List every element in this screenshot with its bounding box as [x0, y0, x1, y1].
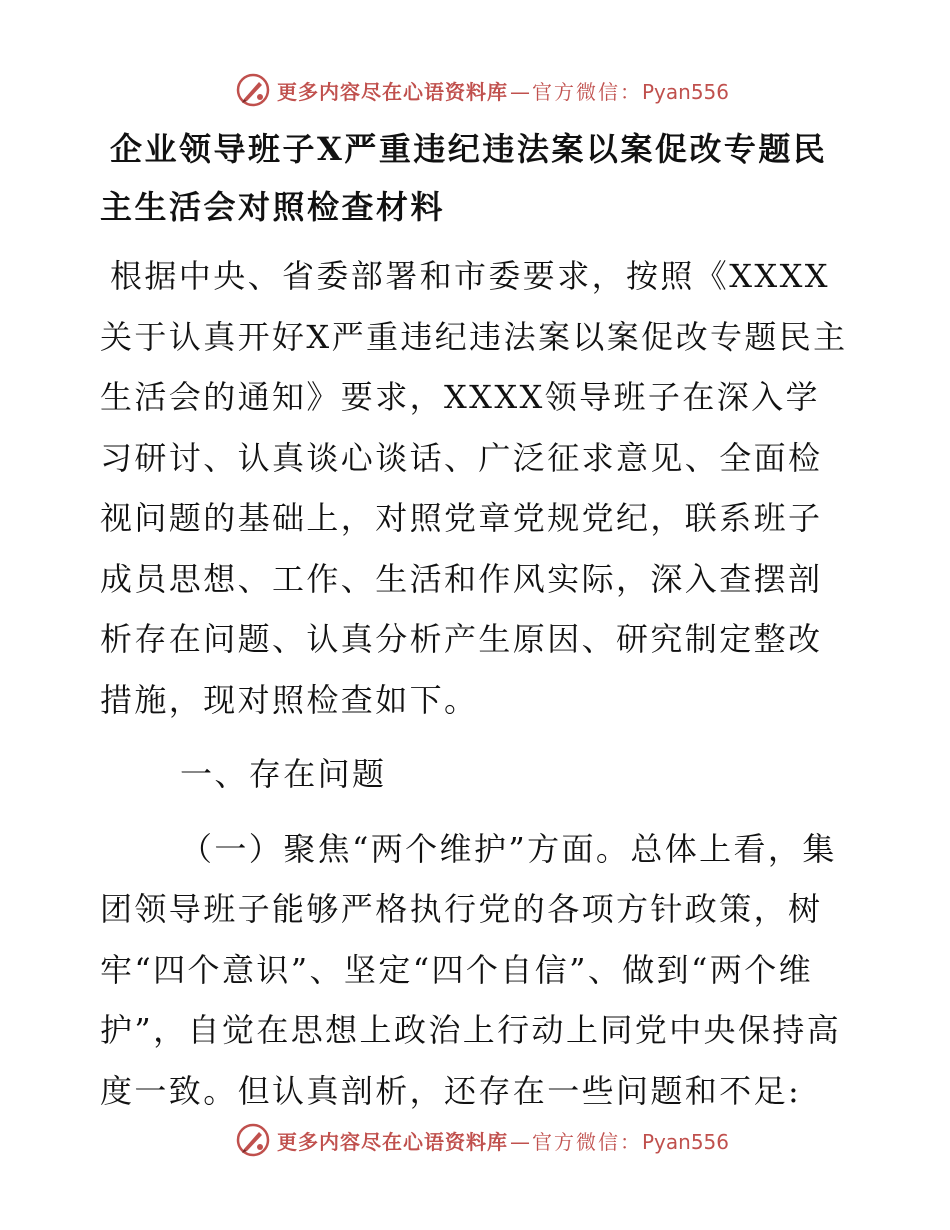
- header-watermark-banner: [235, 70, 729, 110]
- document-title: [100, 118, 850, 236]
- footer-site-text: 更多内容尽在心语资料库: [277, 1129, 508, 1154]
- intro-paragraph: [100, 246, 850, 730]
- pen-logo-icon: [235, 72, 271, 108]
- document-body: [100, 118, 850, 1121]
- header-separator: —: [510, 79, 530, 104]
- section-heading-problems: 一、存在问题: [180, 755, 387, 793]
- intro-paragraph-text: 根据中央、省委部署和市委要求，按照《XXXX关于认真开好X严重违纪违法案以案促改专题民主生活会的通知》要求，XXXX领导班子在深入学习研讨、认真谈心谈话、广泛征求意见、全面检视问题的基础上，对照党章党规党纪，联系班子成员思想、工作、生活和作风实际，深入查摆剖析存在问题、认真分析产生原因、研究制定整改措施，现对照检查如下。: [100, 257, 848, 719]
- pen-logo-icon: [235, 1122, 271, 1158]
- header-wechat-id: Pyan556: [642, 79, 730, 104]
- header-wechat-label: 官方微信：: [532, 79, 642, 104]
- document-title-text: 企业领导班子X严重违纪违法案以案促改专题民主生活会对照检查材料: [100, 130, 828, 226]
- footer-wechat-label: 官方微信：: [532, 1129, 642, 1154]
- header-banner-text: [277, 76, 729, 105]
- footer-watermark-banner: [235, 1120, 729, 1160]
- footer-wechat-id: Pyan556: [642, 1129, 730, 1154]
- sub-section-paragraph: （一）聚焦“两个维护”方面。总体上看，集团领导班子能够严格执行党的各项方针政策，树牢“四个意识”、坚定“四个自信”、做到“两个维护”，自觉在思想上政治上行动上同党中央保持高度一致。但认真剖析，还存在一些问题和不足:: [100, 829, 842, 1110]
- header-site-text: 更多内容尽在心语资料库: [277, 79, 508, 104]
- footer-separator: —: [510, 1129, 530, 1154]
- footer-banner-text: [277, 1126, 729, 1155]
